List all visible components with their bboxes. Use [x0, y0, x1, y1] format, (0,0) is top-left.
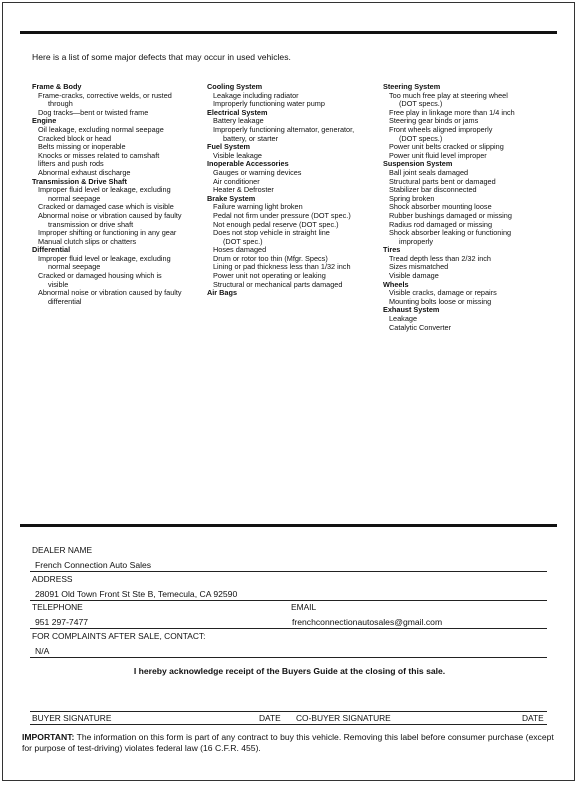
defect-category-heading: Fuel System	[207, 142, 250, 152]
defect-category-heading: Steering System	[383, 82, 441, 91]
defect-item: Rubber bushings damaged or missing	[389, 210, 512, 220]
address-label: ADDRESS	[32, 574, 73, 584]
middle-rule	[20, 524, 557, 527]
defects-column-1	[32, 83, 207, 306]
email-value: frenchconnectionautosales@gmail.com	[292, 617, 443, 627]
defect-item: Hoses damaged	[213, 245, 267, 255]
defect-item: Improper shifting or functioning in any gear	[38, 228, 177, 238]
defect-item: Shock absorber leaking or functioning	[389, 228, 512, 238]
complaints-value: N/A	[35, 646, 50, 656]
defect-item: visible	[48, 279, 69, 289]
defect-item: Frame-cracks, corrective welds, or rusted	[38, 90, 172, 100]
defect-item: Power unit not operating or leaking	[213, 271, 326, 281]
defect-item: Cracked or damaged case which is visible	[38, 202, 174, 212]
defect-category-heading: Tires	[383, 245, 401, 255]
defect-item: through	[48, 99, 73, 109]
defect-item: Spring broken	[389, 193, 435, 203]
telephone-label: TELEPHONE	[32, 602, 83, 612]
defect-item: Air conditioner	[213, 176, 260, 186]
defect-item: Catalytic Converter	[389, 322, 452, 332]
defect-item: Belts missing or inoperable	[38, 142, 126, 152]
telephone-email-line	[30, 628, 547, 629]
defect-item: Pedal not firm under pressure (DOT spec.)	[213, 210, 351, 220]
signature-bottom-line	[30, 724, 547, 725]
defect-item: Heater & Defroster	[213, 185, 274, 195]
defect-item: Oil leakage, excluding normal seepage	[38, 124, 164, 134]
defect-item: Abnormal noise or vibration caused by faulty	[38, 210, 182, 220]
defect-item: improperly	[399, 236, 434, 246]
defect-item: Structural parts bent or damaged	[389, 176, 496, 186]
defect-item: Power unit fluid level improper	[389, 150, 487, 160]
defect-item: Gauges or warning devices	[213, 167, 302, 177]
defect-item: Free play in linkage more than 1/4 inch	[389, 107, 515, 117]
defect-item: Does not stop vehicle in straight line	[213, 228, 330, 238]
defect-item: Battery leakage	[213, 116, 264, 126]
dealer-name-line	[30, 571, 547, 572]
complaints-label: FOR COMPLAINTS AFTER SALE, CONTACT:	[32, 631, 206, 641]
buyer-signature-label: BUYER SIGNATURE	[32, 713, 112, 723]
important-notice	[22, 732, 562, 754]
telephone-value: 951 297-7477	[35, 617, 89, 627]
buyer-date-label: DATE	[259, 713, 281, 723]
defect-item: Failure warning light broken	[213, 202, 303, 212]
defect-category-heading: Engine	[32, 116, 57, 126]
defect-item: Front wheels aligned improperly	[389, 124, 493, 134]
defect-item: Dog tracks—bent or twisted frame	[38, 107, 149, 117]
defect-item: Mounting bolts loose or missing	[389, 296, 492, 306]
defect-category-heading: Wheels	[383, 279, 409, 289]
defect-item: Improper fluid level or leakage, excluding	[38, 253, 171, 263]
defect-category-heading: Electrical System	[207, 107, 268, 117]
defect-item: Drum or rotor too thin (Mfgr. Specs)	[213, 253, 328, 263]
dealer-name-label: DEALER NAME	[32, 545, 93, 555]
defect-item: Abnormal exhaust discharge	[38, 167, 131, 177]
defect-item: Structural or mechanical parts damaged	[213, 279, 343, 289]
defect-item: Tread depth less than 2/32 inch	[389, 253, 491, 263]
defect-item: battery, or starter	[223, 133, 279, 143]
defect-item: (DOT spec.)	[223, 236, 263, 246]
email-label: EMAIL	[291, 602, 317, 612]
defect-category-heading: Differential	[32, 245, 71, 255]
defect-item: normal seepage	[48, 193, 101, 203]
defect-item: Visible cracks, damage or repairs	[389, 288, 497, 298]
defect-item: Lining or pad thickness less than 1/32 inch	[213, 262, 351, 272]
defects-column-3	[383, 83, 553, 332]
defect-item: Too much free play at steering wheel	[389, 90, 508, 100]
address-line	[30, 600, 547, 601]
defect-item: Knocks or misses related to camshaft	[38, 150, 160, 160]
defect-item: Steering gear binds or jams	[389, 116, 479, 126]
defect-item: Power unit belts cracked or slipping	[389, 142, 504, 152]
defect-item: normal seepage	[48, 262, 101, 272]
signature-line	[30, 711, 547, 712]
defect-item: Not enough pedal reserve (DOT spec.)	[213, 219, 339, 229]
defect-item: Visible leakage	[213, 150, 262, 160]
defect-item: Cracked or damaged housing which is	[38, 271, 162, 281]
defect-item: Leakage	[389, 314, 417, 324]
defect-category-heading: Brake System	[207, 193, 256, 203]
defect-item: Improperly functioning alternator, generator,	[213, 124, 355, 134]
defect-item: differential	[48, 296, 82, 306]
defect-item: Leakage including radiator	[213, 90, 299, 100]
defect-category-heading: Inoperable Accessories	[207, 159, 289, 169]
defect-category-heading: Exhaust System	[383, 305, 440, 315]
defect-item: transmission or drive shaft	[48, 219, 134, 229]
important-label: IMPORTANT:	[22, 732, 75, 742]
cobuyer-date-label: DATE	[522, 713, 544, 723]
defect-category-heading: Cooling System	[207, 82, 263, 91]
important-text: The information on this form is part of any contract to buy this vehicle. Removing this label before consumer purchase (except for purpose of test-driving) violates federal law (16 C.F.R. 455).	[22, 732, 554, 753]
defect-item: Improperly functioning water pump	[213, 99, 325, 109]
defect-item: Sizes mismatched	[389, 262, 449, 272]
cobuyer-signature-label: CO-BUYER SIGNATURE	[296, 713, 391, 723]
complaints-line	[30, 657, 547, 658]
defect-item: Stabilizer bar disconnected	[389, 185, 477, 195]
defect-item: (DOT specs.)	[399, 133, 443, 143]
defect-category-heading: Transmission & Drive Shaft	[32, 176, 127, 186]
defect-item: (DOT specs.)	[399, 99, 443, 109]
intro-text: Here is a list of some major defects that may occur in used vehicles.	[32, 52, 291, 62]
defect-item: lifters and push rods	[38, 159, 104, 169]
defect-category-heading: Air Bags	[207, 288, 238, 298]
defect-item: Radius rod damaged or missing	[389, 219, 493, 229]
defect-item: Abnormal noise or vibration caused by faulty	[38, 288, 182, 298]
defect-item: Cracked block or head	[38, 133, 112, 143]
dealer-name-value: French Connection Auto Sales	[35, 560, 152, 570]
address-value: 28091 Old Town Front St Ste B, Temecula, CA 92590	[35, 589, 238, 599]
defect-category-heading: Suspension System	[383, 159, 453, 169]
defect-item: Manual clutch slips or chatters	[38, 236, 137, 246]
defect-item: Ball joint seals damaged	[389, 167, 469, 177]
defects-column-2	[207, 83, 383, 298]
defect-item: Improper fluid level or leakage, excluding	[38, 185, 171, 195]
top-rule	[20, 31, 557, 34]
acknowledgement-text: I hereby acknowledge receipt of the Buyers Guide at the closing of this sale.	[133, 666, 446, 676]
defect-category-heading: Frame & Body	[32, 82, 82, 91]
defect-item: Shock absorber mounting loose	[389, 202, 492, 212]
defect-item: Visible damage	[389, 271, 439, 281]
